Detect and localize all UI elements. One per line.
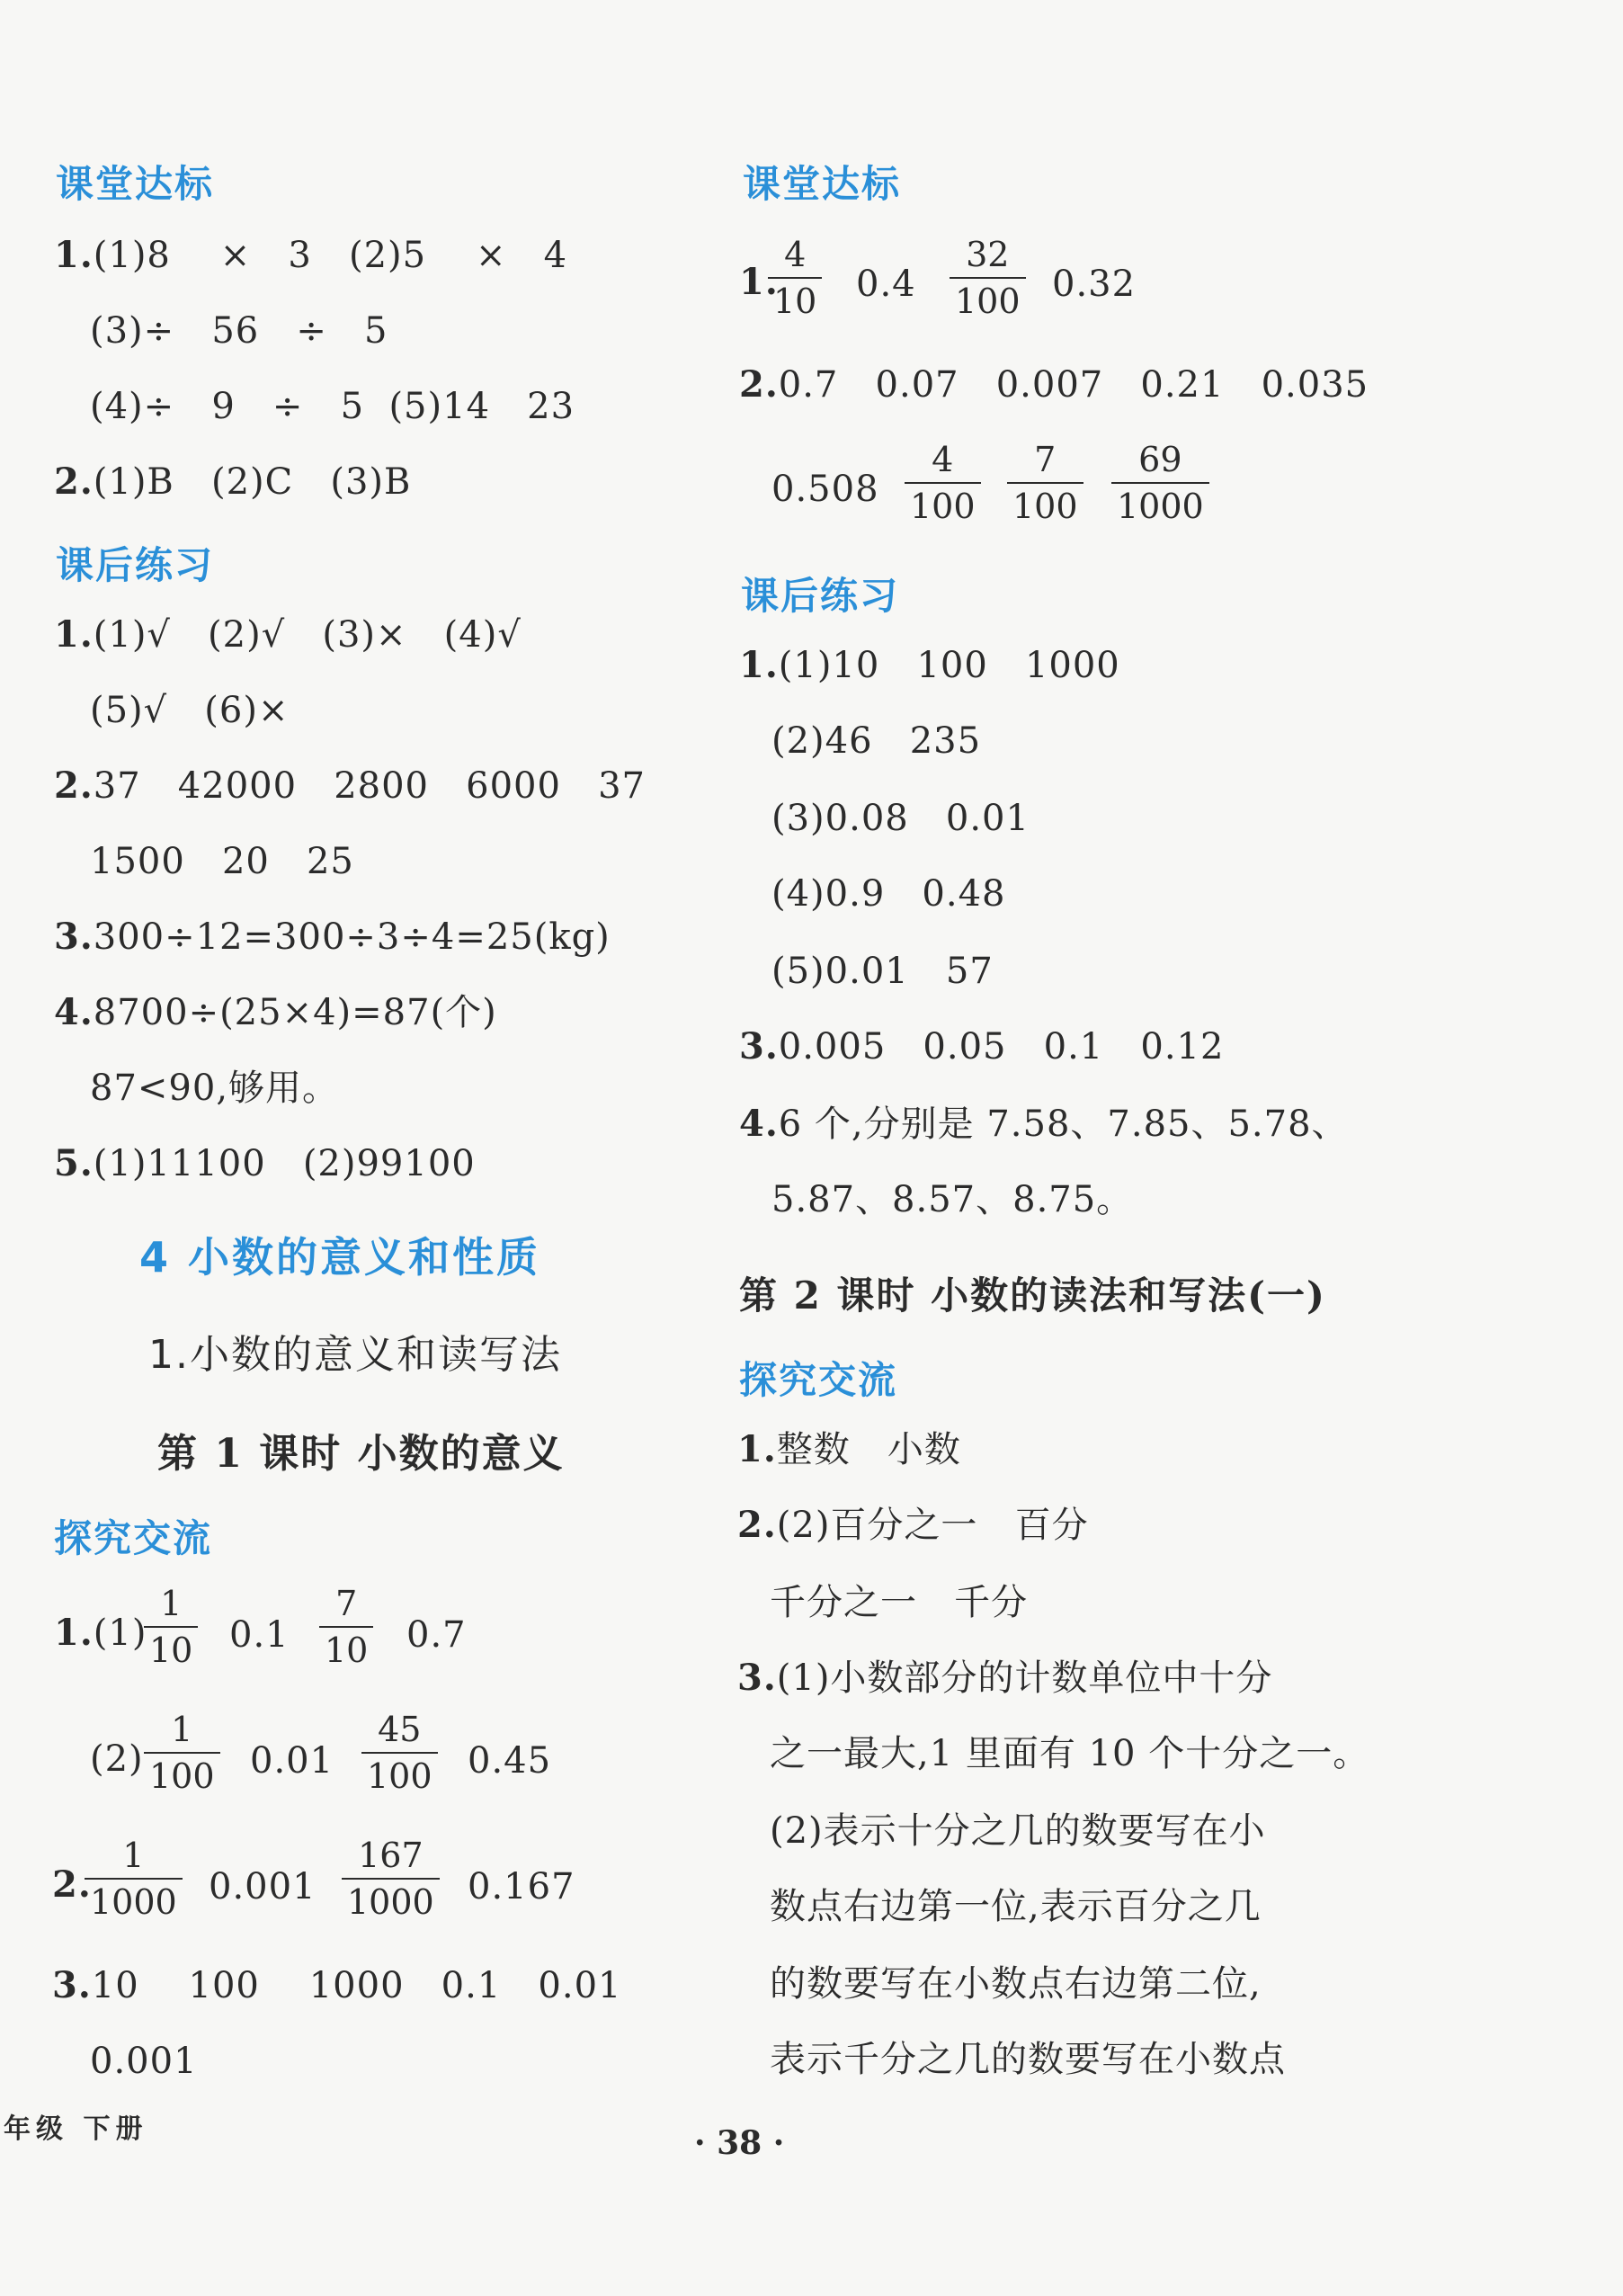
- denominator: 100: [950, 277, 1026, 318]
- fraction: [1007, 440, 1083, 526]
- answer-line: [737, 1504, 1089, 1546]
- item-number: 1.: [54, 234, 94, 276]
- item-number: 1.: [54, 1612, 94, 1654]
- answer-line: 5.87、8.57、8.75。: [771, 1179, 1134, 1220]
- lesson-title: 第 1 课时 小数的意义: [157, 1431, 565, 1477]
- numerator: 32: [966, 235, 1010, 274]
- section-heading-explore: 探究交流: [739, 1358, 898, 1402]
- numerator: 1: [122, 1836, 145, 1875]
- fraction: [85, 1836, 183, 1922]
- page-number: · 38 ·: [694, 2124, 785, 2162]
- answer-text: 0.005 0.05 0.1 0.12: [778, 1026, 1225, 1068]
- item-number: 1.: [737, 1428, 777, 1470]
- answer-text: 37 42000 2800 6000 37: [93, 765, 646, 807]
- answer-text: (1): [93, 1613, 147, 1654]
- denominator: 1000: [85, 1878, 183, 1919]
- answer-line: [739, 363, 1369, 406]
- denominator: 10: [144, 1626, 198, 1667]
- numerator: 1: [160, 1584, 183, 1623]
- answer-text: 8700÷(25×4)=87(个): [93, 992, 497, 1033]
- answer-line: 千分之一 千分: [770, 1582, 1029, 1623]
- answer-text: 0.167: [468, 1866, 575, 1907]
- answer-line: 1500 20 25: [90, 841, 354, 882]
- section-heading-explore: 探究交流: [54, 1516, 213, 1560]
- answer-text: 0.4: [856, 264, 916, 305]
- answer-text: 0.7 0.07 0.007 0.21 0.035: [778, 364, 1369, 406]
- numerator: 7: [335, 1584, 358, 1623]
- answer-line: 的数要写在小数点右边第二位,: [770, 1963, 1262, 2005]
- answer-line: (2)46 235: [771, 720, 982, 762]
- answer-line: (3)÷ 56 ÷ 5: [90, 310, 388, 352]
- answer-text: 0.7: [406, 1614, 467, 1656]
- answer-text: (2)百分之一 百分: [776, 1505, 1089, 1546]
- lesson-title: 第 2 课时 小数的读法和写法(一): [739, 1273, 1326, 1318]
- answer-text: (1)10 100 1000: [778, 645, 1120, 686]
- section-heading-classroom: 课堂达标: [56, 162, 215, 206]
- answer-line: [737, 1657, 1273, 1699]
- answer-text: 10 100 1000 0.1 0.01: [91, 1965, 622, 2006]
- item-number: 2.: [54, 460, 94, 503]
- answer-line: (4)÷ 9 ÷ 5 (5)14 23: [90, 386, 575, 427]
- numerator: 4: [932, 440, 954, 479]
- answer-line: [739, 1103, 1349, 1145]
- fraction: [950, 235, 1026, 321]
- answer-text: 0.1: [229, 1614, 290, 1656]
- numerator: 4: [784, 235, 807, 274]
- denominator: 1000: [1111, 482, 1209, 523]
- answer-line: 87<90,够用。: [90, 1068, 340, 1109]
- answer-line: [54, 916, 611, 958]
- answer-line: (2)表示十分之几的数要写在小: [770, 1810, 1266, 1852]
- answer-line: 数点右边第一位,表示百分之几: [770, 1886, 1262, 1927]
- answer-text: (1)√ (2)√ (3)× (4)√: [93, 614, 522, 656]
- denominator: 100: [361, 1752, 438, 1793]
- item-number: 5.: [54, 1142, 94, 1184]
- fraction: [319, 1584, 373, 1670]
- answer-line: [54, 234, 568, 276]
- section-heading-after-class: 课后练习: [741, 574, 900, 618]
- answer-line: 之一最大,1 里面有 10 个十分之一。: [770, 1733, 1370, 1774]
- numerator: 45: [378, 1710, 422, 1749]
- denominator: 100: [1007, 482, 1083, 523]
- denominator: 10: [768, 277, 822, 318]
- answer-text: 0.001: [209, 1866, 317, 1907]
- answer-line: [737, 1428, 961, 1470]
- footer-grade-label: 年级 下册: [4, 2113, 148, 2145]
- numerator: 1: [171, 1710, 193, 1749]
- item-number: 1.: [54, 613, 94, 656]
- answer-text: (2): [90, 1738, 144, 1780]
- chapter-title: 4 小数的意义和性质: [139, 1233, 541, 1282]
- answer-text: (1)B (2)C (3)B: [93, 461, 412, 503]
- answer-line: (4)0.9 0.48: [771, 873, 1006, 915]
- item-number: 3.: [52, 1964, 92, 2006]
- answer-line: [54, 1142, 476, 1184]
- item-number: 2.: [737, 1504, 777, 1546]
- answer-line: [54, 460, 412, 503]
- item-number: 2.: [54, 764, 94, 807]
- denominator: 100: [905, 482, 981, 523]
- item-number: 4.: [739, 1103, 779, 1145]
- fraction: [1111, 440, 1209, 526]
- fraction: [361, 1710, 438, 1796]
- subsection-title: 1.小数的意义和读写法: [148, 1332, 562, 1378]
- answer-line: [739, 1025, 1225, 1068]
- denominator: 1000: [342, 1878, 440, 1919]
- denominator: 10: [319, 1626, 373, 1667]
- answer-line: [54, 1612, 147, 1654]
- answer-line: [739, 644, 1120, 686]
- answer-text: 0.01: [250, 1740, 334, 1782]
- item-number: 4.: [54, 991, 94, 1033]
- fraction: [905, 440, 981, 526]
- answer-line: [54, 991, 497, 1033]
- answer-line: (3)0.08 0.01: [771, 798, 1030, 839]
- item-number: 1.: [739, 261, 779, 303]
- answer-text: 0.508: [771, 469, 879, 510]
- answer-line: [54, 613, 522, 656]
- answer-text: 300÷12=300÷3÷4=25(kg): [93, 916, 611, 958]
- item-number: 3.: [737, 1657, 777, 1699]
- answer-text: 6 个,分别是 7.58、7.85、5.78、: [778, 1103, 1349, 1145]
- answer-line: 0.001: [90, 2041, 198, 2082]
- fraction: [144, 1710, 220, 1796]
- answer-line: [52, 1964, 622, 2006]
- fraction: [768, 235, 822, 321]
- section-heading-after-class: 课后练习: [56, 543, 215, 587]
- item-number: 2.: [739, 363, 779, 406]
- numerator: 7: [1034, 440, 1057, 479]
- answer-line: (5)0.01 57: [771, 951, 994, 992]
- numerator: 167: [358, 1836, 424, 1875]
- numerator: 69: [1138, 440, 1182, 479]
- item-number: 1.: [739, 644, 779, 686]
- answer-text: 0.32: [1052, 264, 1137, 305]
- denominator: 100: [144, 1752, 220, 1793]
- section-heading-classroom: 课堂达标: [743, 162, 902, 206]
- answer-line: 表示千分之几的数要写在小数点: [770, 2039, 1286, 2080]
- fraction: [342, 1836, 440, 1922]
- answer-line: (5)√ (6)×: [90, 690, 290, 731]
- answer-text: 整数 小数: [776, 1429, 961, 1470]
- answer-text: (1)11100 (2)99100: [93, 1143, 476, 1184]
- answer-text: (1)小数部分的计数单位中十分: [776, 1657, 1273, 1699]
- fraction: [144, 1584, 198, 1670]
- answer-text: 0.45: [468, 1740, 552, 1782]
- answer-text: (1)8 × 3 (2)5 × 4: [93, 235, 568, 276]
- item-number: 2.: [52, 1863, 92, 1906]
- item-number: 3.: [739, 1025, 779, 1068]
- item-number: 3.: [54, 916, 94, 958]
- answer-line: [54, 764, 646, 807]
